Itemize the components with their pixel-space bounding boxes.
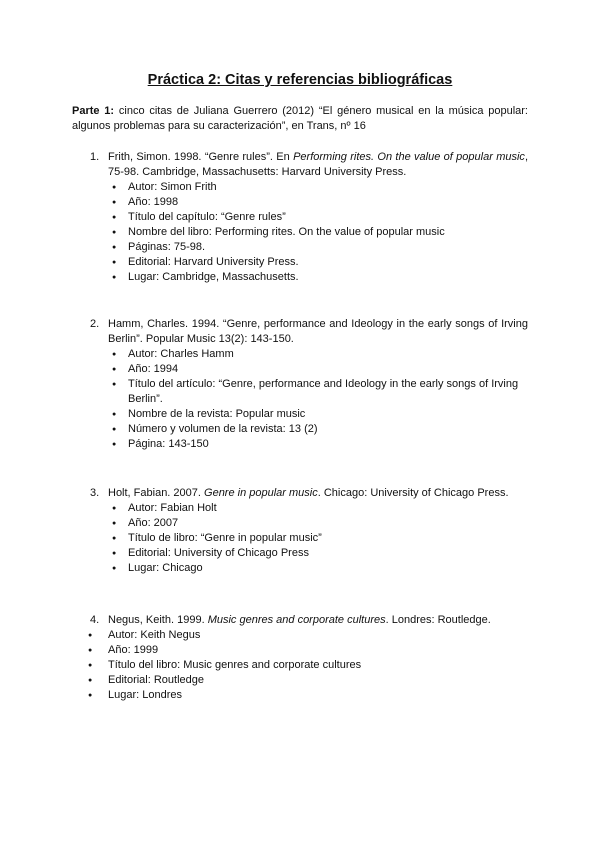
reference-entry-2 — [90, 317, 528, 452]
citation-italic-title: Music genres and corporate cultures — [207, 614, 386, 626]
reference-entry-4 — [90, 613, 528, 628]
reference-details-list — [72, 628, 528, 703]
list-item: ● Páginas: 75-98. — [108, 240, 528, 255]
list-item: ● Lugar: Cambridge, Massachusetts. — [108, 270, 528, 285]
citation-italic-title: Genre in popular music — [204, 487, 318, 499]
citation-text: Hamm, Charles. 1994. “Genre, performance and Ideology in the early songs of Irving Berlin”. Popular Music 13(2): 143-150. — [108, 318, 528, 345]
list-item: ● Editorial: Harvard University Press. — [108, 255, 528, 270]
list-item: ● Año: 1994 — [108, 362, 528, 377]
list-item: ● Autor: Charles Hamm — [108, 347, 528, 362]
list-item: ● Año: 1998 — [108, 195, 528, 210]
citation-italic-title: Performing rites. On the value of popular music — [293, 151, 525, 163]
citation-text: Holt, Fabian. 2007. — [108, 487, 205, 499]
citation-text-end: . Chicago: University of Chicago Press. — [317, 487, 509, 499]
reference-citation — [90, 317, 528, 347]
list-item: ● Lugar: Londres — [72, 688, 528, 703]
list-item: ● Año: 1999 — [72, 643, 528, 658]
intro-text: cinco citas de Juliana Guerrero (2012) “El género musical en la música popular: algunos problemas para su caracterización”, en Trans, nº 16 — [72, 105, 528, 132]
list-item: ● Autor: Keith Negus — [72, 628, 528, 643]
reference-citation — [90, 150, 528, 180]
reference-citation — [90, 486, 528, 501]
reference-entry-1 — [90, 150, 528, 285]
citation-text-end: , 75-98. Cambridge, Massachusetts: Harvard University Press. — [108, 151, 528, 178]
citation-text-end: . Londres: Routledge. — [385, 614, 491, 626]
reference-details-list — [108, 501, 528, 576]
reference-details-list — [108, 180, 528, 285]
reference-details-list — [108, 347, 528, 452]
reference-number: 3. — [90, 487, 100, 499]
list-item: ● Número y volumen de la revista: 13 (2) — [108, 422, 528, 437]
intro-label: Parte 1: — [72, 105, 115, 117]
reference-number: 1. — [90, 151, 100, 163]
list-item: ● Título del libro: Music genres and corporate cultures — [72, 658, 528, 673]
list-item: ● Año: 2007 — [108, 516, 528, 531]
list-item: ● Título del capítulo: “Genre rules” — [108, 210, 528, 225]
citation-text: Frith, Simon. 1998. “Genre rules”. En — [108, 151, 294, 163]
intro-paragraph — [72, 104, 528, 134]
list-item: ● Editorial: University of Chicago Press — [108, 546, 528, 561]
list-item: ● Autor: Simon Frith — [108, 180, 528, 195]
reference-entry-3 — [90, 486, 528, 576]
citation-text: Negus, Keith. 1999. — [108, 614, 208, 626]
list-item: ● Lugar: Chicago — [108, 561, 528, 576]
page-title: Práctica 2: Citas y referencias bibliográficas — [147, 72, 453, 88]
list-item: ● Título del artículo: “Genre, performance and Ideology in the early songs of Irving Berlin”. — [108, 377, 528, 407]
list-item: ● Nombre del libro: Performing rites. On the value of popular music — [108, 225, 528, 240]
list-item: ● Autor: Fabian Holt — [108, 501, 528, 516]
list-item: ● Título de libro: “Genre in popular music” — [108, 531, 528, 546]
list-item: ● Editorial: Routledge — [72, 673, 528, 688]
reference-number: 4. — [90, 614, 100, 626]
list-item: ● Nombre de la revista: Popular music — [108, 407, 528, 422]
reference-citation — [90, 613, 528, 628]
reference-number: 2. — [90, 318, 100, 330]
list-item: ● Página: 143-150 — [108, 437, 528, 452]
